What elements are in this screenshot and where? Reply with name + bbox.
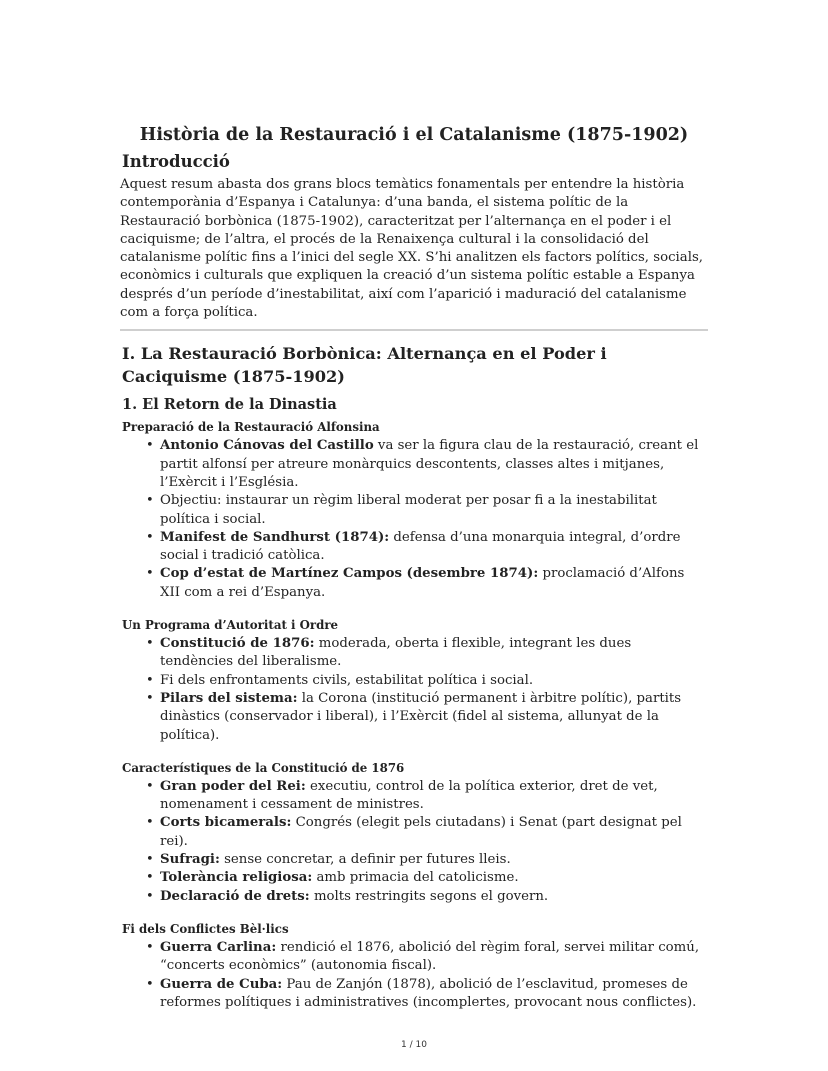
list-item <box>160 529 708 566</box>
list-item <box>160 869 708 887</box>
bullet-list <box>120 437 708 602</box>
item-text: Congrés (elegit pels ciutadans) i Senat (part designat pel rei). <box>160 815 682 849</box>
item-text: executiu, control de la política exterior, dret de vet, nomenament i cessament de ministres. <box>160 778 658 813</box>
item-bold: Pilars del sistema: <box>160 690 298 706</box>
item-bold: Guerra Carlina: <box>160 939 277 955</box>
item-bold: Guerra de Cuba: <box>160 976 283 992</box>
group-heading: Preparació de la Restauració Alfonsina <box>122 420 380 435</box>
item-bold: Tolerància religiosa: <box>160 870 313 886</box>
item-bold: Gran poder del Rei: <box>160 778 306 794</box>
list-item <box>160 672 708 690</box>
item-text: rendició el 1876, abolició del règim foral, servei militar comú, “concerts econòmics” (autonomia fiscal). <box>160 939 700 974</box>
item-bold: Constitució de 1876: <box>160 636 315 652</box>
list-item <box>160 690 708 745</box>
item-bold: Sufragi: <box>160 852 220 868</box>
list-item <box>160 437 708 492</box>
item-text: Objectiu: instaurar un règim liberal moderat per posar fi a la inestabilitat política i social. <box>160 493 657 527</box>
bullet-list <box>120 635 708 745</box>
intro-paragraph: Aquest resum abasta dos grans blocs temàtics fonamentals per entendre la història contemporània d’Espanya i Catalunya: d’una banda, el sistema polític de la Restauració borbònica (1875-1902), caracteritzat per l’alternança en el poder i el caciquisme; de l’altra, el procés de la Renaixença cultural i la consolidació del catalanisme polític fins a l’inici del segle XX. S’hi analitzen els factors polítics, socials, econòmics i culturals que expliquen la creació d’un sistema polític estable a Espanya després d’un període d’inestabilitat, així com l’aparició i maduració del catalanisme com a força política. <box>120 177 704 321</box>
bullet-list <box>120 939 708 1012</box>
list-item <box>160 565 708 602</box>
item-text: sense concretar, a definir per futures lleis. <box>219 852 511 868</box>
item-text: la Corona (institució permanent i àrbitre polític), partits dinàstics (conservador i liberal), i l’Exèrcit (fidel al sistema, allunyat de la política). <box>160 690 682 743</box>
list-item <box>160 888 708 906</box>
item-text: Pau de Zanjón (1878), abolició de l’esclavitud, promeses de reformes polítiques i administratives (incomplertes, provocant nous conflictes). <box>160 976 697 1010</box>
item-text: moderada, oberta i flexible, integrant les dues tendències del liberalisme. <box>160 636 632 670</box>
group-heading: Fi dels Conflictes Bèl·lics <box>122 921 289 936</box>
item-bold: Antonio Cánovas del Castillo <box>160 438 374 454</box>
intro-heading: Introducció <box>122 152 230 171</box>
list-item <box>160 635 708 672</box>
item-bold: Manifest de Sandhurst (1874): <box>160 529 390 545</box>
list-item <box>160 851 708 869</box>
section-heading: I. La Restauració Borbònica: Alternança en el Poder i Caciquisme (1875-1902) <box>122 344 607 386</box>
item-text: proclamació d’Alfons XII com a rei d’Espanya. <box>160 566 685 600</box>
list-item <box>160 939 708 976</box>
list-item <box>160 814 708 851</box>
document-page <box>120 122 708 1012</box>
group-heading: Característiques de la Constitució de 1876 <box>122 760 405 775</box>
item-text: amb primacia del catolicisme. <box>312 870 519 886</box>
page-number: 1 / 10 <box>401 1040 427 1050</box>
item-text: defensa d’una monarquia integral, d’ordre social i tradició catòlica. <box>160 529 681 564</box>
bullet-list <box>120 778 708 906</box>
list-item <box>160 778 708 815</box>
item-bold: Declaració de drets: <box>160 888 310 904</box>
item-text: Fi dels enfrontaments civils, estabilitat política i social. <box>160 672 534 688</box>
section-divider <box>120 329 708 331</box>
document-title: Història de la Restauració i el Catalanisme (1875-1902) <box>139 125 689 145</box>
group-heading: Un Programa d’Autoritat i Ordre <box>122 618 339 633</box>
subsection-heading: 1. El Retorn de la Dinastia <box>122 396 337 414</box>
list-item <box>160 976 708 1013</box>
item-bold: Corts bicamerals: <box>160 815 292 831</box>
item-bold: Cop d’estat de Martínez Campos (desembre 1874): <box>160 566 539 582</box>
item-text: molts restringits segons el govern. <box>309 888 549 904</box>
list-item <box>160 492 708 529</box>
item-text: va ser la figura clau de la restauració, creant el partit alfonsí per atreure monàrquics descontents, classes altes i mitjanes, l’Exèrcit i l’Església. <box>160 438 699 490</box>
